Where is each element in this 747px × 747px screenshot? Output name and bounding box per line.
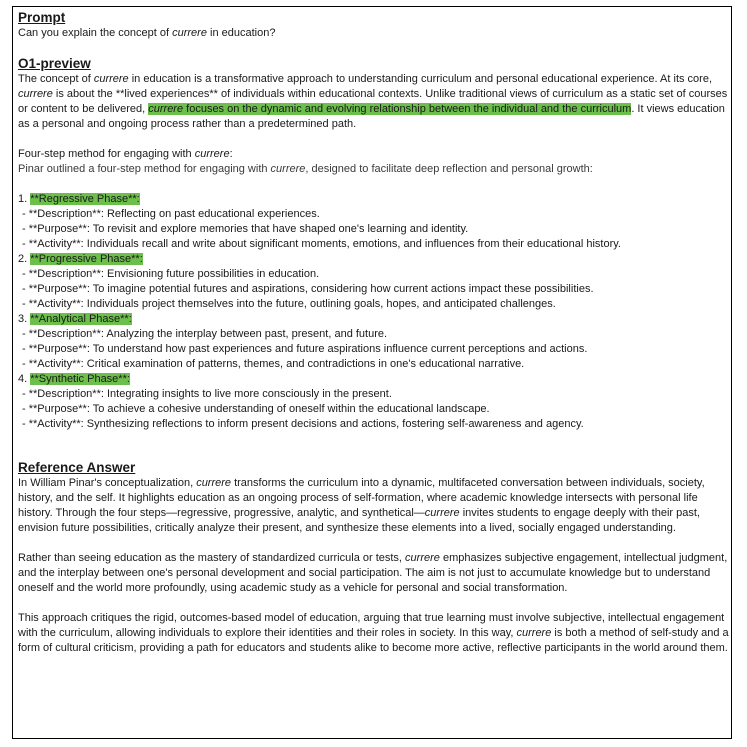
method-intro: Pinar outlined a four-step method for engaging with currere, designed to facilitate deep reflection and personal growth: bbox=[18, 163, 593, 175]
step-bullet: - **Purpose**: To understand how past experiences and future aspirations influence current perceptions and actions. bbox=[22, 343, 588, 355]
step-bullet: - **Purpose**: To revisit and explore memories that have shaped one's learning and identity. bbox=[22, 223, 469, 235]
step-name-highlight: **Analytical Phase**: bbox=[30, 313, 132, 325]
step-regressive bbox=[18, 192, 730, 252]
step-bullet: - **Activity**: Critical examination of patterns, themes, and contradictions in one's educational narrative. bbox=[22, 358, 525, 370]
step-number: 4. bbox=[18, 373, 28, 385]
step-analytical bbox=[18, 312, 730, 372]
step-progressive bbox=[18, 252, 730, 312]
step-synthetic bbox=[18, 372, 730, 432]
step-bullet: - **Purpose**: To achieve a cohesive understanding of oneself within the educational landscape. bbox=[22, 403, 490, 415]
step-bullet: - **Purpose**: To imagine potential futures and aspirations, considering how current actions impact these possibilities. bbox=[22, 283, 594, 295]
step-name-highlight: **Synthetic Phase**: bbox=[30, 373, 130, 385]
prompt-question: Can you explain the concept of currere in education? bbox=[18, 27, 276, 39]
step-bullet: - **Activity**: Synthesizing reflections to inform present decisions and actions, fostering self-awareness and agency. bbox=[22, 418, 584, 430]
o1-intro-paragraph: The concept of currere in education is a transformative approach to understanding curriculum and personal educational experience. At its core, currere is about the **lived experiences** of individuals within educational contexts. Unlike traditional views of curriculum as a static set of courses or content to be delivered, currere focuses on the dynamic and evolving relationship between the individual and the curriculum. It views education as a personal and ongoing process rather than a predetermined path. bbox=[18, 73, 728, 130]
step-bullet: - **Description**: Integrating insights to live more consciously in the present. bbox=[22, 388, 392, 400]
step-bullet: - **Activity**: Individuals project themselves into the future, outlining goals, hopes, and anticipated challenges. bbox=[22, 298, 556, 310]
step-name-highlight: **Regressive Phase**: bbox=[30, 193, 140, 205]
step-bullet: - **Description**: Analyzing the interplay between past, present, and future. bbox=[22, 328, 388, 340]
step-number: 2. bbox=[18, 253, 28, 265]
step-number: 3. bbox=[18, 313, 28, 325]
method-heading: Four-step method for engaging with currere: bbox=[18, 148, 233, 160]
reference-paragraph-1: In William Pinar's conceptualization, currere transforms the curriculum into a dynamic, multifaceted conversation between individuals, society, history, and the self. It highlights education as an ongoing process of self-formation, where academic knowledge intersects with personal life history. Through the four steps—regressive, progressive, analytic, and synthetical—currere invites students to engage deeply with their past, envision future possibilities, critically analyze their present, and synthesize these elements into a lived, socially engaged understanding. bbox=[18, 477, 705, 534]
reference-paragraph-3: This approach critiques the rigid, outcomes-based model of education, arguing that true learning must involve subjective, intellectual engagement with the curriculum, allowing individuals to explore their identities and their roles in society. In this way, currere is both a method of self-study and a form of cultural criticism, providing a path for educators and students alike to become more active, reflective participants in the world around them. bbox=[18, 612, 729, 654]
o1-preview-title: O1-preview bbox=[18, 56, 91, 71]
step-bullet: - **Activity**: Individuals recall and write about significant moments, emotions, and influences from their educational history. bbox=[22, 238, 621, 250]
step-name-highlight: **Progressive Phase**: bbox=[30, 253, 143, 265]
prompt-title: Prompt bbox=[18, 10, 66, 25]
step-bullet: - **Description**: Reflecting on past educational experiences. bbox=[22, 208, 320, 220]
step-number: 1. bbox=[18, 193, 28, 205]
reference-answer-title: Reference Answer bbox=[18, 460, 136, 475]
highlight-currere-definition: currere focuses on the dynamic and evolving relationship between the individual and the curriculum bbox=[148, 103, 632, 115]
reference-paragraph-2: Rather than seeing education as the mastery of standardized curricula or tests, currere emphasizes subjective engagement, intellectual judgment, and the interplay between one's personal development and social participation. The aim is not just to accumulate knowledge but to understand oneself and the world more profoundly, using academic study as a vehicle for personal and social transformation. bbox=[18, 552, 728, 594]
document-content bbox=[18, 10, 730, 656]
step-bullet: - **Description**: Envisioning future possibilities in education. bbox=[22, 268, 320, 280]
